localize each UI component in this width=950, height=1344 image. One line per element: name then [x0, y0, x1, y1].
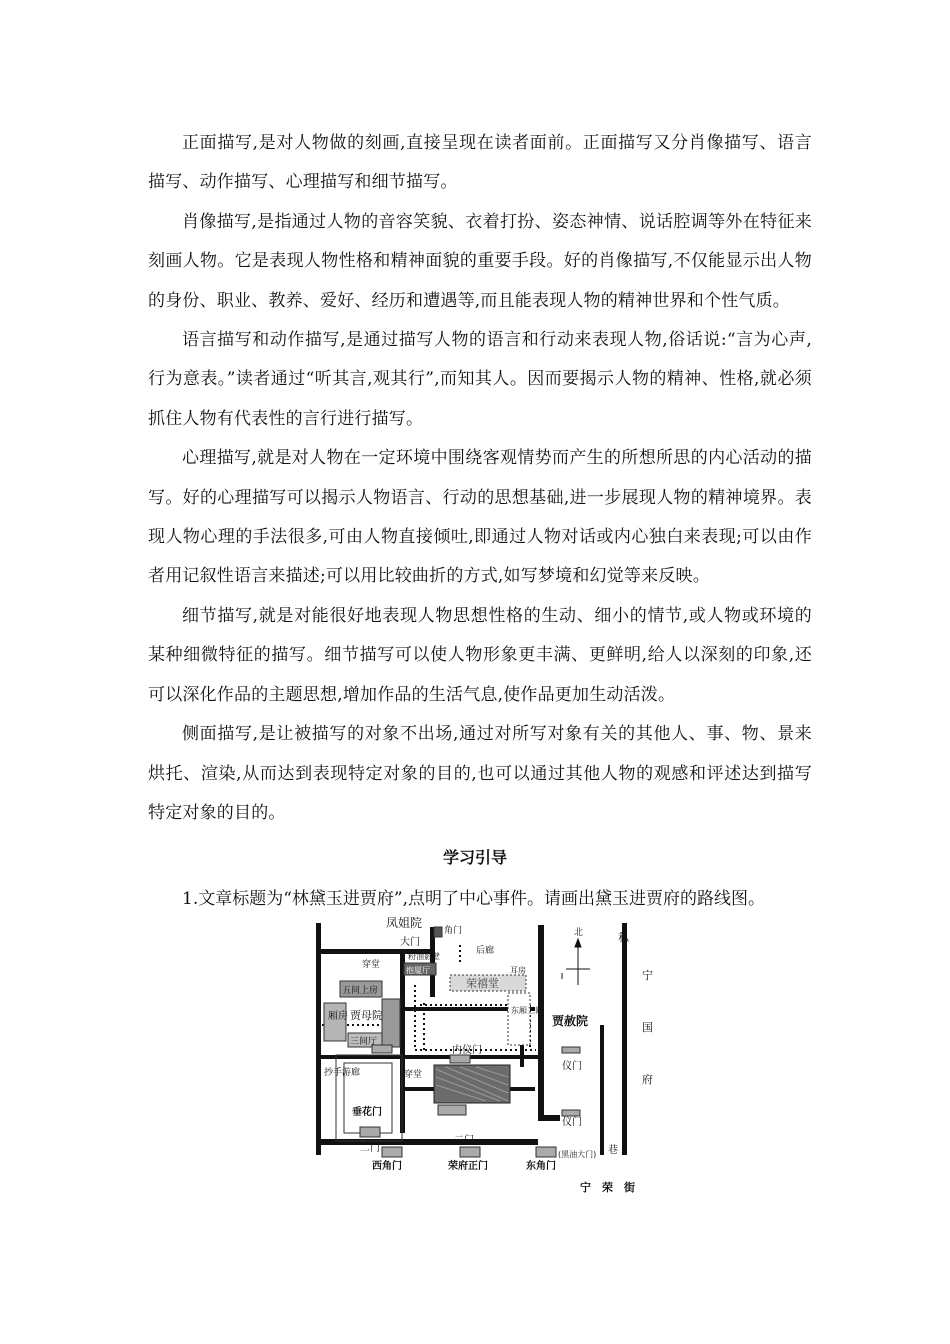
label-through-hall-mid: 穿堂	[404, 1070, 423, 1080]
label-main-gate: 大门	[400, 937, 420, 948]
label-black-lacquer-gate: (黑油大门)	[558, 1150, 597, 1159]
body-text	[148, 124, 812, 833]
label-five-room-house: 五间上房	[342, 986, 379, 996]
label-ning-3: 府	[642, 1073, 653, 1086]
label-fengjie-courtyard: 凤姐院	[386, 916, 423, 930]
label-screen-wall: 粉油影壁	[408, 952, 440, 961]
label-second-gate-2: 二门	[454, 1135, 474, 1146]
label-second-gate-1: 二门	[360, 1143, 380, 1154]
label-east-corner-gate: 东角门	[526, 1161, 556, 1172]
paragraph-detail-description: 细节描写,就是对能很好地表现人物思想性格的生动、细小的情节,或人物或环境的某种细微特征的描写。细节描写可以使人物形象更丰满、更鲜明,给人以深刻的印象,还可以深化作品的主题思想,增加作品的生活气息,使作品更加生动活泼。	[148, 605, 812, 705]
label-inner-ceremonial-gate: 内仪门	[452, 1045, 482, 1056]
courtyard-pattern	[434, 1065, 510, 1103]
label-rong-main-gate: 荣府正门	[448, 1161, 488, 1172]
label-jiamu-courtyard: 贾母院	[350, 1009, 383, 1022]
label-lane: 巷	[608, 1145, 618, 1156]
paragraph-speech-action-description: 语言描写和动作描写,是通过描写人物的语言和行动来表现人物,俗话说:“言为心声,行为意表。”读者通过“听其言,观其行”,而知其人。因而要揭示人物的精神、性格,就必须抓住人物有代表性的言行进行描写。	[148, 330, 812, 429]
label-ningrong-street: 宁 荣 街	[580, 1181, 635, 1194]
paragraph-portrait-description: 肖像描写,是指通过人物的音容笑貌、衣着打扮、姿态神情、说话腔调等外在特征来刻画人物。它是表现人物性格和精神面貌的重要手段。好的肖像描写,不仅能显示出人物的身份、职业、教养、爱好、经历和遭遇等,而且能表现人物的精神世界和个性气质。	[148, 211, 812, 311]
label-side-room: 耳房	[510, 966, 526, 975]
label-baosha-hall: 抱厦厅	[406, 966, 430, 975]
label-through-hall-top: 穿堂	[362, 960, 381, 970]
label-festooned-gate: 垂花门	[352, 1107, 382, 1118]
question-1: 1.文章标题为“林黛玉进贾府”,点明了中心事件。请画出黛玉进贾府的路线图。	[182, 889, 766, 909]
label-back-corridor: 后廊	[476, 946, 495, 956]
paragraph-psychological-description: 心理描写,就是对人物在一定环境中围绕客观情势而产生的所想所思的内心活动的描写。好的心理描写可以揭示人物语言、行动的思想基础,进一步展现人物的精神境界。表现人物心理的手法很多,可由人物直接倾吐,即通过人物对话或内心独白来表现;可以由作者用记叙性语言来描述;可以用比较曲折的方式,如写梦境和幻觉等来反映。	[148, 448, 812, 587]
jia-mansion-route-map	[300, 915, 680, 1200]
paragraph-side-description: 侧面描写,是让被描写的对象不出场,通过对所写对象有关的其他人、事、物、景来烘托、渲染,从而达到表现特定对象的目的,也可以通过其他人物的观感和评述达到描写特定对象的目的。	[148, 724, 812, 823]
label-ceremonial-gate-2: 仪门	[562, 1117, 582, 1128]
label-north: 北	[574, 928, 584, 938]
label-west-corner-gate: 西角门	[372, 1161, 402, 1172]
north-arrow-icon	[562, 939, 590, 985]
label-private: 私	[618, 931, 629, 944]
label-veranda: 抄手游廊	[324, 1068, 361, 1078]
label-three-room-hall: 三间厅	[350, 1037, 378, 1047]
section-heading: 学习引导	[442, 848, 507, 867]
label-east-wing: 东厢三间	[511, 1006, 543, 1015]
label-jiashe-courtyard: 贾赦院	[552, 1014, 589, 1028]
label-rongxi-hall: 荣禧堂	[466, 977, 499, 990]
label-corner-gate-top: 角门	[444, 926, 463, 936]
label-ning-2: 国	[642, 1021, 653, 1034]
label-ceremonial-gate-1: 仪门	[562, 1061, 582, 1072]
label-ning-1: 宁	[642, 969, 653, 982]
label-wing-room: 厢房	[328, 1011, 348, 1022]
paragraph-frontal-description: 正面描写,是对人物做的刻画,直接呈现在读者面前。正面描写又分肖像描写、语言描写、动作描写、心理描写和细节描写。	[148, 133, 812, 193]
